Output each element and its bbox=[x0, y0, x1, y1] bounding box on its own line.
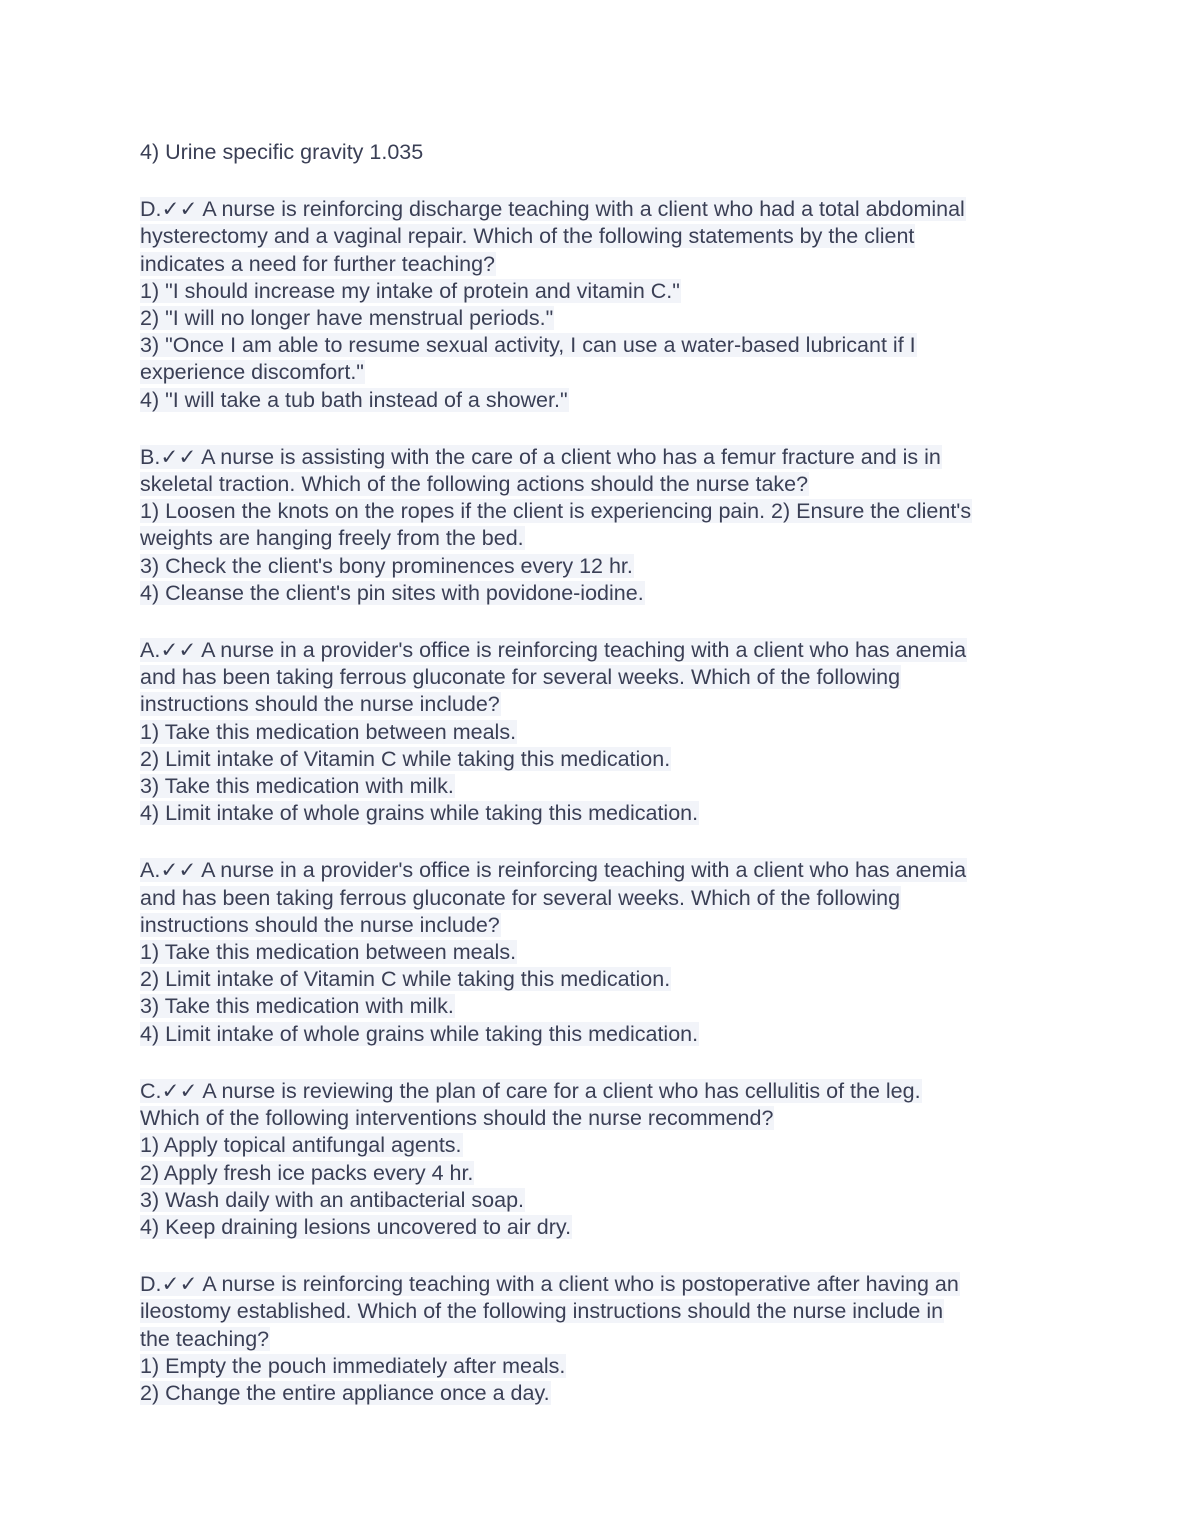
question-text-line bbox=[140, 359, 1050, 386]
question-text-line bbox=[140, 471, 1050, 498]
question-text-line bbox=[140, 1187, 1050, 1214]
question-text-line bbox=[140, 993, 1050, 1020]
question-text-line bbox=[140, 1353, 1050, 1380]
question-text-line bbox=[140, 912, 1050, 939]
text-line-content: weights are hanging freely from the bed. bbox=[140, 526, 524, 551]
question-block bbox=[140, 857, 1050, 1047]
text-line-content: 3) Take this medication with milk. bbox=[140, 994, 454, 1019]
text-line-content: 1) Empty the pouch immediately after meals. bbox=[140, 1353, 566, 1378]
text-line-content: 1) Take this medication between meals. bbox=[140, 940, 517, 965]
text-line-content: D.✓✓ A nurse is reinforcing discharge teaching with a client who had a total abdominal bbox=[140, 197, 965, 222]
text-line-content: experience discomfort." bbox=[140, 360, 364, 385]
text-line-content: instructions should the nurse include? bbox=[140, 912, 500, 937]
text-line-content: instructions should the nurse include? bbox=[140, 692, 500, 717]
text-line-content: 3) Take this medication with milk. bbox=[140, 774, 454, 799]
question-text-line bbox=[140, 885, 1050, 912]
question-text-line bbox=[140, 332, 1050, 359]
text-line-content: 1) "I should increase my intake of protein and vitamin C." bbox=[140, 278, 680, 303]
question-spacer bbox=[140, 827, 1050, 857]
question-block bbox=[140, 196, 1050, 414]
question-stem-line bbox=[140, 196, 1050, 223]
question-block bbox=[140, 444, 1050, 607]
text-line-content: 3) Check the client's bony prominences every 12 hr. bbox=[140, 553, 633, 578]
question-block bbox=[140, 1271, 1050, 1407]
text-line-content: C.✓✓ A nurse is reviewing the plan of care for a client who has cellulitis of the leg. bbox=[140, 1078, 921, 1103]
question-text-line bbox=[140, 939, 1050, 966]
lead-item bbox=[140, 139, 1050, 166]
question-stem-line bbox=[140, 637, 1050, 664]
text-line-content: 4) "I will take a tub bath instead of a shower." bbox=[140, 387, 568, 412]
text-line-content: skeletal traction. Which of the following actions should the nurse take? bbox=[140, 472, 809, 497]
text-line bbox=[140, 139, 1050, 166]
question-spacer bbox=[140, 1241, 1050, 1271]
question-text-line bbox=[140, 746, 1050, 773]
text-line-content: 2) Change the entire appliance once a day. bbox=[140, 1380, 550, 1405]
question-stem-line bbox=[140, 444, 1050, 471]
question-list bbox=[140, 166, 1050, 1407]
question-text-line bbox=[140, 1021, 1050, 1048]
text-line-content: the teaching? bbox=[140, 1326, 270, 1351]
question-spacer bbox=[140, 414, 1050, 444]
text-line-content: and has been taking ferrous gluconate for several weeks. Which of the following bbox=[140, 885, 901, 910]
text-line-content: B.✓✓ A nurse is assisting with the care of a client who has a femur fracture and is in bbox=[140, 444, 941, 469]
text-line-content: and has been taking ferrous gluconate for several weeks. Which of the following bbox=[140, 665, 901, 690]
question-block bbox=[140, 637, 1050, 827]
text-line-content: 2) Apply fresh ice packs every 4 hr. bbox=[140, 1160, 474, 1185]
question-text-line bbox=[140, 525, 1050, 552]
text-line-content: 4) Cleanse the client's pin sites with povidone-iodine. bbox=[140, 580, 644, 605]
text-line-content: 3) "Once I am able to resume sexual activity, I can use a water-based lubricant if I bbox=[140, 333, 916, 358]
text-line-content: Which of the following interventions should the nurse recommend? bbox=[140, 1106, 774, 1131]
question-text-line bbox=[140, 278, 1050, 305]
text-line-content: A.✓✓ A nurse in a provider's office is reinforcing teaching with a client who has anemia bbox=[140, 858, 967, 883]
question-text-line bbox=[140, 691, 1050, 718]
question-text-line bbox=[140, 1160, 1050, 1187]
question-spacer bbox=[140, 1048, 1050, 1078]
question-block bbox=[140, 1078, 1050, 1241]
question-text-line bbox=[140, 800, 1050, 827]
question-spacer bbox=[140, 166, 1050, 196]
question-text-line bbox=[140, 580, 1050, 607]
text-line-content: 2) Limit intake of Vitamin C while taking this medication. bbox=[140, 746, 671, 771]
question-text-line bbox=[140, 223, 1050, 250]
text-line-content: 1) Take this medication between meals. bbox=[140, 719, 517, 744]
text-line-content: 2) "I will no longer have menstrual periods." bbox=[140, 306, 554, 331]
question-text-line bbox=[140, 1214, 1050, 1241]
text-line-content: A.✓✓ A nurse in a provider's office is reinforcing teaching with a client who has anemia bbox=[140, 638, 967, 663]
text-line-content: 4) Keep draining lesions uncovered to air dry. bbox=[140, 1214, 572, 1239]
text-line-content: D.✓✓ A nurse is reinforcing teaching with a client who is postoperative after having an bbox=[140, 1272, 959, 1297]
question-text-line bbox=[140, 773, 1050, 800]
text-line-content: 1) Loosen the knots on the ropes if the client is experiencing pain. 2) Ensure the client's bbox=[140, 499, 972, 524]
question-text-line bbox=[140, 1132, 1050, 1159]
question-text-line bbox=[140, 251, 1050, 278]
question-stem-line bbox=[140, 857, 1050, 884]
text-line-content: 4) Limit intake of whole grains while taking this medication. bbox=[140, 1021, 699, 1046]
question-text-line bbox=[140, 1105, 1050, 1132]
text-line-content: 1) Apply topical antifungal agents. bbox=[140, 1133, 462, 1158]
question-text-line bbox=[140, 966, 1050, 993]
document-page bbox=[140, 139, 1050, 1407]
text-line-content: 3) Wash daily with an antibacterial soap. bbox=[140, 1187, 525, 1212]
text-line-content: hysterectomy and a vaginal repair. Which of the following statements by the client bbox=[140, 224, 915, 249]
question-text-line bbox=[140, 1298, 1050, 1325]
question-text-line bbox=[140, 664, 1050, 691]
question-text-line bbox=[140, 498, 1050, 525]
question-spacer bbox=[140, 607, 1050, 637]
text-line-content: 4) Urine specific gravity 1.035 bbox=[140, 140, 424, 164]
question-stem-line bbox=[140, 1271, 1050, 1298]
question-text-line bbox=[140, 553, 1050, 580]
text-line-content: ileostomy established. Which of the following instructions should the nurse include in bbox=[140, 1299, 944, 1324]
question-text-line bbox=[140, 719, 1050, 746]
text-line-content: 2) Limit intake of Vitamin C while taking this medication. bbox=[140, 967, 671, 992]
question-text-line bbox=[140, 1380, 1050, 1407]
question-text-line bbox=[140, 305, 1050, 332]
question-stem-line bbox=[140, 1078, 1050, 1105]
question-text-line bbox=[140, 387, 1050, 414]
text-line-content: indicates a need for further teaching? bbox=[140, 251, 495, 276]
question-text-line bbox=[140, 1326, 1050, 1353]
text-line-content: 4) Limit intake of whole grains while taking this medication. bbox=[140, 801, 699, 826]
